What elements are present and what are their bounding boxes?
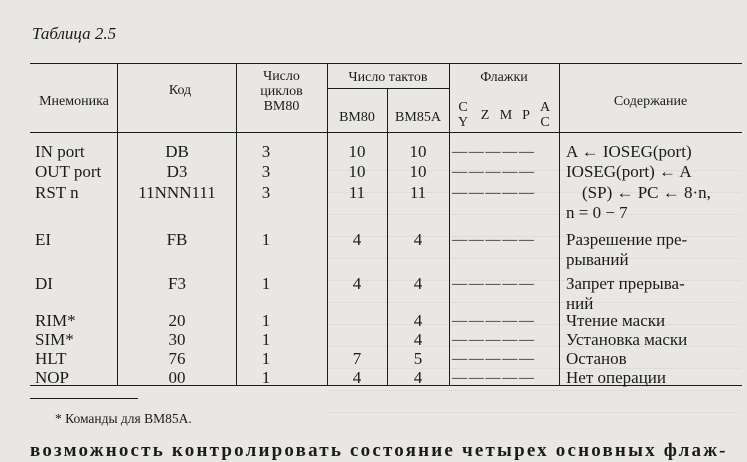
row-code: D3 [166, 162, 188, 181]
header-flag-p: P [522, 108, 530, 123]
header-content: Содержание [613, 94, 688, 109]
header-flag-cy: С Y [457, 100, 469, 130]
header-flags: Флажки [480, 70, 528, 85]
row-ticks-bm85a: 4 [413, 230, 423, 249]
row-mnemonic: RST n [35, 183, 79, 202]
row-mnemonic: IN port [35, 142, 85, 161]
header-code: Код [168, 83, 192, 98]
row-code: 11NNN111 [138, 183, 216, 202]
row-flags: — — — — — [452, 276, 533, 292]
row-ticks-bm85a: 4 [413, 330, 423, 349]
row-ticks-bm80: 10 [348, 162, 366, 181]
row-cycles: 3 [261, 162, 271, 181]
header-bottom-rule [30, 132, 742, 133]
header-cycles-line2: циклов [260, 84, 303, 99]
table-top-rule [30, 63, 742, 64]
row-flags: — — — — — [452, 185, 533, 201]
row-ticks-bm85a: 4 [413, 311, 423, 330]
row-content: n = 0 − 7 [566, 203, 628, 222]
row-mnemonic: SIM* [35, 330, 74, 349]
row-flags: — — — — — [452, 313, 533, 329]
header-cycles [236, 69, 327, 114]
row-mnemonic: HLT [35, 349, 67, 368]
footnote-rule [30, 398, 138, 399]
table-caption: Таблица 2.5 [32, 24, 117, 43]
row-cycles: 1 [261, 349, 271, 368]
row-code: F3 [168, 274, 186, 293]
footnote: * Команды для ВМ85А. [55, 411, 192, 426]
row-flags: — — — — — [452, 232, 533, 248]
row-ticks-bm80: 4 [352, 368, 362, 387]
row-ticks-bm80: 4 [352, 274, 362, 293]
row-mnemonic: RIM* [35, 311, 76, 330]
row-ticks-bm85a: 5 [413, 349, 423, 368]
row-content: рываний [566, 250, 629, 269]
row-cycles: 1 [261, 330, 271, 349]
row-cycles: 1 [261, 274, 271, 293]
row-content: ний [566, 294, 594, 313]
row-code: FB [166, 230, 188, 249]
row-content: IOSEG(port) ← A [566, 162, 692, 181]
bleed-line [330, 402, 740, 413]
row-cycles: 1 [261, 311, 271, 330]
row-cycles: 3 [261, 142, 271, 161]
row-cycles: 3 [261, 183, 271, 202]
row-flags: — — — — — [452, 164, 533, 180]
row-content: Разрешение пре- [566, 230, 688, 249]
header-flag-z: Z [480, 108, 490, 123]
row-ticks-bm80: 10 [348, 142, 366, 161]
body-text-line: возможность контролировать состояние четырех основных флаж- [30, 440, 728, 461]
row-content: Нет операции [566, 368, 666, 387]
header-cycles-line3: ВМ80 [263, 99, 300, 114]
row-content: Чтение маски [566, 311, 666, 330]
header-ticks: Число тактов [348, 70, 428, 85]
ticks-subheader-rule [327, 88, 449, 89]
header-flag-ac: A C [539, 100, 551, 130]
row-content: Запрет прерыва- [566, 274, 685, 293]
row-content: Установка маски [566, 330, 688, 349]
row-cycles: 1 [261, 230, 271, 249]
header-cycles-line1: Число [263, 69, 300, 84]
row-flags: — — — — — [452, 370, 533, 386]
header-flag-m: M [499, 108, 513, 123]
row-ticks-bm85a: 10 [409, 142, 427, 161]
row-ticks-bm80: 7 [352, 349, 362, 368]
row-content: (SP) ← PC ← 8·n, [582, 183, 711, 202]
row-content: A ← IOSEG(port) [566, 142, 692, 161]
header-mnemonic: Мнемоника [39, 94, 109, 109]
row-flags: — — — — — [452, 144, 533, 160]
row-mnemonic: DI [35, 274, 53, 293]
column-divider [449, 63, 450, 385]
row-ticks-bm80: 4 [352, 230, 362, 249]
row-content: Останов [566, 349, 627, 368]
row-flags: — — — — — [452, 332, 533, 348]
row-code: 00 [168, 368, 186, 387]
row-ticks-bm85a: 10 [409, 162, 427, 181]
row-code: 30 [168, 330, 186, 349]
row-code: 76 [168, 349, 186, 368]
row-mnemonic: EI [35, 230, 52, 249]
row-mnemonic: NOP [35, 368, 70, 387]
column-divider [559, 63, 560, 385]
row-cycles: 1 [261, 368, 271, 387]
row-ticks-bm85a: 11 [409, 183, 427, 202]
row-mnemonic: OUT port [35, 162, 102, 181]
row-ticks-bm85a: 4 [413, 274, 423, 293]
row-ticks-bm80: 11 [348, 183, 366, 202]
row-code: DB [165, 142, 189, 161]
header-ticks-bm80: ВМ80 [339, 110, 375, 125]
row-ticks-bm85a: 4 [413, 368, 423, 387]
row-code: 20 [168, 311, 186, 330]
row-flags: — — — — — [452, 351, 533, 367]
header-ticks-bm85a: ВМ85А [395, 110, 441, 125]
